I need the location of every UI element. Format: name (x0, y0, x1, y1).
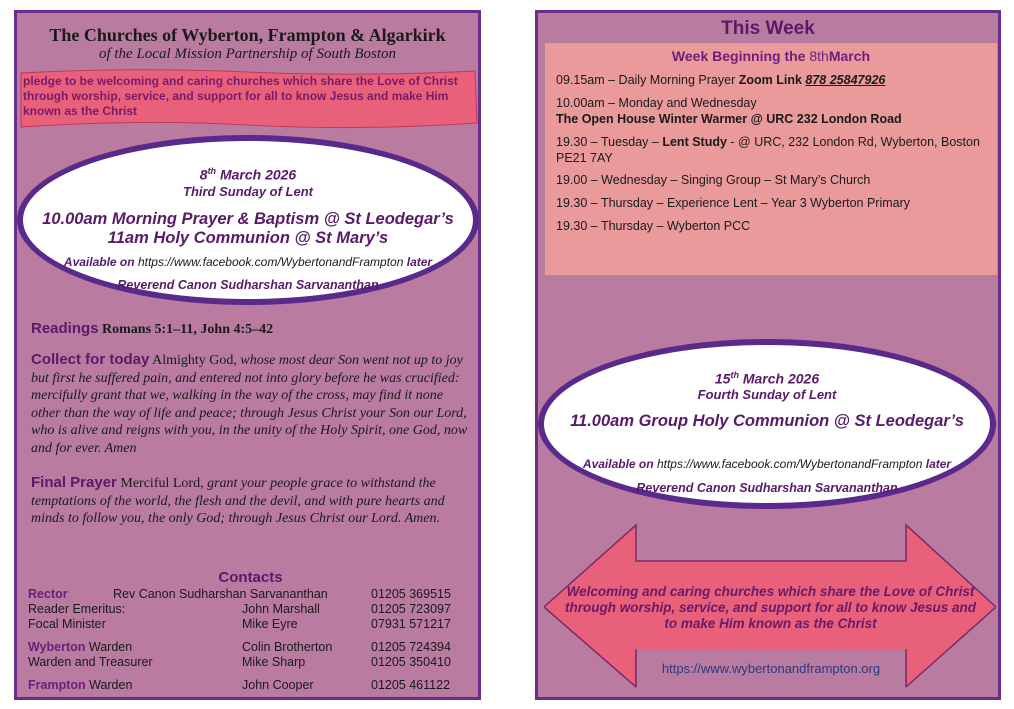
final-prayer-label: Final Prayer (31, 474, 117, 491)
service-oval (17, 135, 479, 305)
next-service-oval (538, 339, 996, 509)
service-line-1: 10.00am Morning Prayer & Baptism @ St Leodegar’s (42, 210, 454, 228)
service-occasion: Third Sunday of Lent (183, 184, 313, 199)
collect-label: Collect for today (31, 351, 150, 368)
readings (31, 320, 471, 339)
week-item: 19.30 – Tuesday – Lent Study - @ URC, 232 London Rd, Wyberton, Boston PE21 7AY (556, 135, 980, 165)
this-week-title: This Week (721, 18, 815, 39)
week-item: 09.15am – Daily Morning Prayer Zoom Link 878 25847926 (556, 73, 886, 87)
next-service-date: 15th March 2026 (714, 370, 820, 387)
week-item: 19.30 – Thursday – Experience Lent – Year 3 Wyberton Primary (556, 196, 911, 210)
contact-row: Focal Minister Mike Eyre 07931 571217 (28, 617, 451, 631)
contact-row: Warden and Treasurer Mike Sharp 01205 350410 (28, 655, 451, 669)
arrow-mission-text: Welcoming and caring churches which share the Love of Christ through worship, service, and support for all to know Jesus and to make Him known as the Christ (564, 584, 977, 631)
contact-row: Rector Rev Canon Sudharshan Sarvananthan 01205 369515 (28, 587, 451, 601)
churches-title: The Churches of Wyberton, Frampton & Algarkirk (49, 25, 446, 45)
week-heading: Week Beginning the 8thMarch (671, 48, 871, 64)
lmp-subtitle: of the Local Mission Partnership of South Boston (98, 46, 397, 62)
collect-paragraph: Collect for today Almighty God, whose most dear Son went not up to joy but first he suffered pain, and entered not into glory before he was crucified: mercifully grant that we, walking in the way of the cross, may find it none other than the way of life and peace; through Jesus Christ your Son our Lord, who is alive and reigns with you, in the unity of the Holy Spirit, one God, now and for ever. Amen (31, 351, 468, 456)
facebook-link[interactable]: https://www.facebook.com/WybertonandFrampton (137, 255, 404, 269)
service-date: 8th March 2026 (199, 166, 297, 183)
week-item: 19.30 – Thursday – Wyberton PCC (556, 219, 751, 233)
contacts-title: Contacts (218, 569, 283, 586)
contact-row: Reader Emeritus: John Marshall 01205 723097 (28, 602, 451, 616)
week-item: 19.00 – Wednesday – Singing Group – St Mary’s Church (556, 173, 871, 187)
service-minister: Reverend Canon Sudharshan Sarvananthan (117, 278, 379, 292)
collect-text: whose most dear Son went not up to joy but first he suffered pain, and entered not into glory before he was crucified: mercifully grant that we, walking in the way of the cross, may find it none other than the way of life and peace; through Jesus Christ your Son our Lord, who is alive and reigns with you, in the unity of the Holy Spirit, one God, now and for ever. Amen (31, 353, 468, 456)
final-prayer-text: grant your people grace to withstand the temptations of the world, the flesh and the devil, and with pure hearts and minds to follow you, the only God; through Jesus Christ our Lord. Amen. (31, 476, 445, 527)
week-item: 10.00am – Monday and Wednesday The Open House Winter Warmer @ URC 232 London Road (556, 96, 902, 126)
contact-row: Wyberton Warden Colin Brotherton 01205 724394 (28, 640, 451, 654)
week-box (545, 43, 997, 275)
left-panel (14, 10, 481, 700)
next-service-availability: Available on https://www.facebook.com/WybertonandFrampton later (582, 457, 952, 471)
next-service-line: 11.00am Group Holy Communion @ St Leodegar’s (570, 412, 964, 430)
website-link[interactable]: https://www.wybertonandframpton.org (661, 661, 881, 676)
service-availability: Available on https://www.facebook.com/WybertonandFrampton later (63, 255, 433, 269)
right-panel (535, 10, 1001, 700)
service-line-2: 11am Holy Communion @ St Mary’s (107, 229, 389, 247)
next-service-occasion: Fourth Sunday of Lent (697, 387, 837, 402)
pledge-text: pledge to be welcoming and caring churches which share the Love of Christ through worship, service, and support for all to know Jesus and make Him known as the Christ (23, 74, 458, 118)
contact-row: Frampton Warden John Cooper 01205 461122 (28, 678, 451, 692)
zoom-link[interactable]: 878 25847926 (805, 73, 886, 87)
readings-label: Readings (31, 320, 99, 337)
final-prayer: Final Prayer Merciful Lord, grant your people grace to withstand the temptations of the world, the flesh and the devil, and with pure hearts and minds to follow you, the only God; through Jesus Christ our Lord. Amen. (31, 474, 445, 527)
readings-text: Romans 5:1–11, John 4:5–42 (102, 322, 274, 337)
facebook-link[interactable]: https://www.facebook.com/WybertonandFrampton (656, 457, 923, 471)
next-service-minister: Reverend Canon Sudharshan Sarvananthan (636, 481, 898, 495)
